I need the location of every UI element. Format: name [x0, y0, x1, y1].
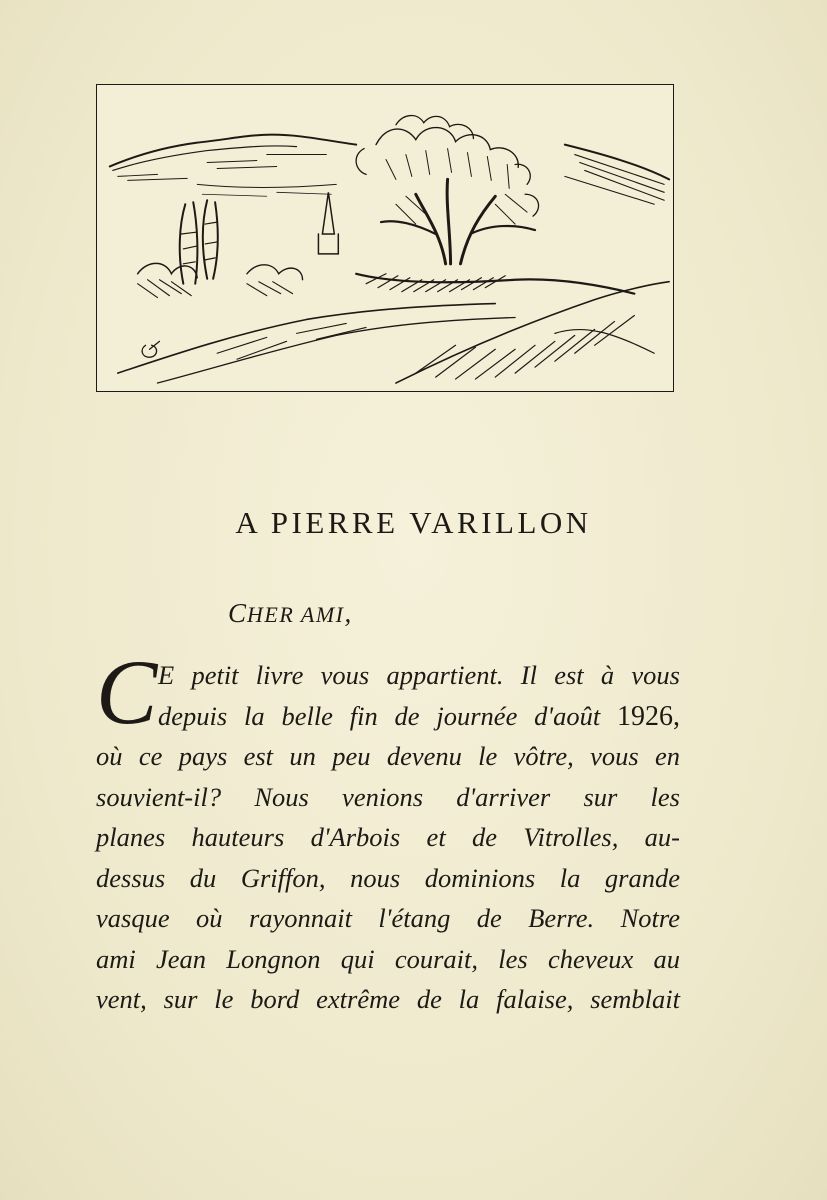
- salutation: [228, 598, 352, 629]
- salutation-comma: ,: [344, 598, 353, 628]
- landscape-illustration: [96, 84, 674, 392]
- salutation-cap: C: [228, 598, 248, 628]
- letter-line-6: dessus du Griffon, nous dominions la grande: [96, 862, 680, 893]
- letter-line-9: vent, sur le bord extrême de la falaise, semblait: [96, 984, 680, 1014]
- letter-line-2-text: depuis la belle fin de journée d'août: [158, 700, 601, 731]
- letter-line-7: vasque où rayonnait l'étang de Berre. Notre: [96, 903, 680, 933]
- letter-line-8: ami Jean Longnon qui courait, les cheveux au: [96, 943, 680, 974]
- letter-line-1: E petit livre vous appartient. Il est à vous: [158, 660, 680, 690]
- landscape-engraving-icon: [97, 85, 673, 391]
- letter-year: 1926,: [617, 700, 681, 732]
- drop-cap-letter: C: [96, 641, 158, 743]
- dedication-title: A PIERRE VARILLON: [235, 505, 592, 540]
- letter-line-3: où ce pays est un peu devenu le vôtre, vous en: [96, 741, 680, 771]
- letter-line-5: planes hauteurs d'Arbois et de Vitrolles, au-: [96, 822, 680, 852]
- letter-body: [96, 655, 680, 1020]
- letter-line-2: [158, 696, 680, 737]
- salutation-rest: HER AMI: [247, 602, 345, 627]
- letter-line-4: souvient-il? Nous venions d'arriver sur les: [96, 781, 680, 812]
